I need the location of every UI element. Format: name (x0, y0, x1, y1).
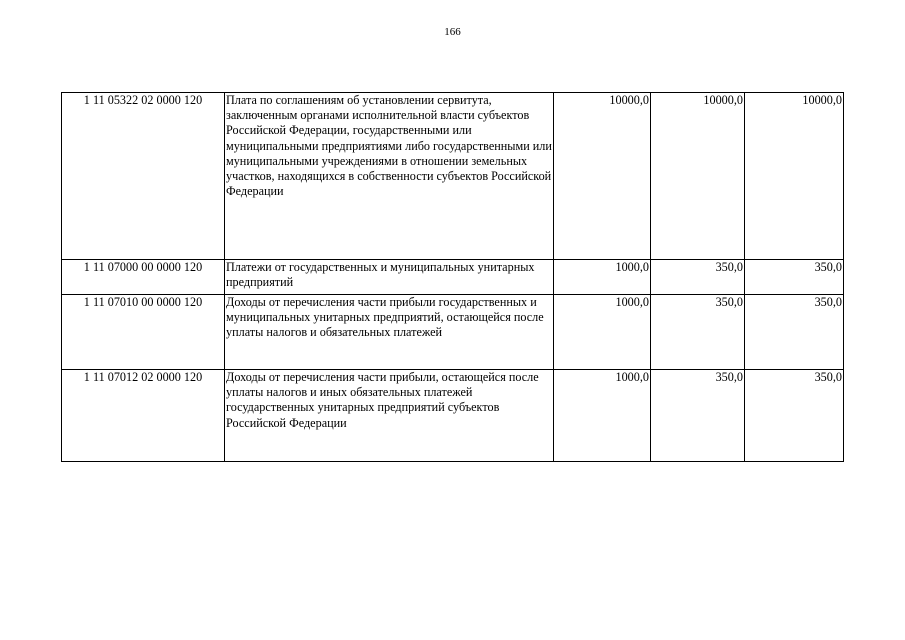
revenue-name-cell: Плата по соглашениям об установлении сервитута, заключенным органами исполнительной власти субъектов Российской Федерации, государственными или муниципальными предприятиями либо государственными или муниципальными учреждениями в отношении земельных участков, находящихся в собственности субъектов Российской Федерации (225, 93, 554, 260)
amount-year-2-cell: 10000,0 (651, 93, 745, 260)
budget-code-cell: 1 11 07000 00 0000 120 (62, 260, 225, 295)
amount-year-3-cell: 350,0 (745, 295, 844, 370)
amount-year-1-cell: 10000,0 (554, 93, 651, 260)
amount-year-2-cell: 350,0 (651, 260, 745, 295)
revenue-table (61, 92, 844, 462)
table-row (62, 370, 844, 462)
amount-year-3-cell: 350,0 (745, 260, 844, 295)
table-row (62, 260, 844, 295)
amount-year-2-cell: 350,0 (651, 370, 745, 462)
amount-year-1-cell: 1000,0 (554, 370, 651, 462)
amount-year-1-cell: 1000,0 (554, 295, 651, 370)
revenue-name-cell: Платежи от государственных и муниципальных унитарных предприятий (225, 260, 554, 295)
amount-year-1-cell: 1000,0 (554, 260, 651, 295)
budget-code-cell: 1 11 05322 02 0000 120 (62, 93, 225, 260)
table-row (62, 93, 844, 260)
page-number: 166 (444, 26, 461, 38)
budget-code-cell: 1 11 07012 02 0000 120 (62, 370, 225, 462)
revenue-name-cell: Доходы от перечисления части прибыли, остающейся после уплаты налогов и иных обязательных платежей государственных унитарных предприятий субъектов Российской Федерации (225, 370, 554, 462)
amount-year-2-cell: 350,0 (651, 295, 745, 370)
amount-year-3-cell: 10000,0 (745, 93, 844, 260)
revenue-name-cell: Доходы от перечисления части прибыли государственных и муниципальных унитарных предприятий, остающейся после уплаты налогов и обязательных платежей (225, 295, 554, 370)
budget-code-cell: 1 11 07010 00 0000 120 (62, 295, 225, 370)
table-row (62, 295, 844, 370)
amount-year-3-cell: 350,0 (745, 370, 844, 462)
